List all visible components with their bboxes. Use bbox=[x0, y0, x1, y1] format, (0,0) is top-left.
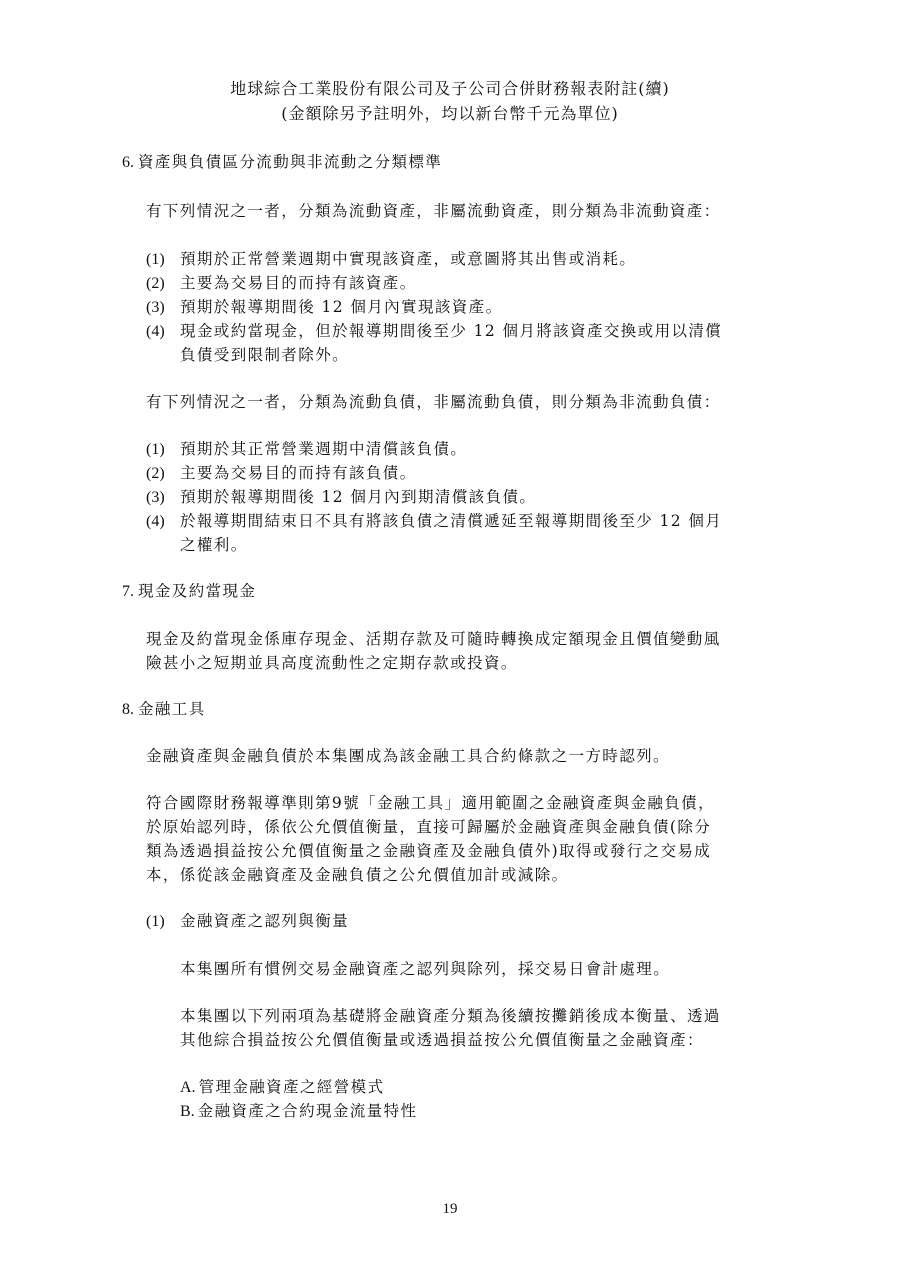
section-7-paragraph-line-2: 險甚小之短期並具高度流動性之定期存款或投資。 bbox=[146, 654, 518, 672]
assets-item-4: (4) 現金或約當現金，但於報導期間後至少 12 個月將該資產交換或用以清償 bbox=[146, 322, 723, 340]
section-6-liabilities-intro: 有下列情況之一者，分類為流動負債，非屬流動負債，則分類為非流動負債： bbox=[146, 393, 721, 411]
liabilities-item-4-continued: 之權利。 bbox=[180, 536, 248, 554]
subsection-1-paragraph-2-line-1: 本集團以下列兩項為基礎將金融資產分類為後續按攤銷後成本衡量、透過 bbox=[180, 1007, 721, 1025]
page-number: 19 bbox=[442, 1201, 458, 1217]
section-6-number: 6. bbox=[122, 154, 134, 171]
section-8-paragraph-2-line-2: 於原始認列時，係依公允價值衡量，直接可歸屬於金融資產與金融負債(除分 bbox=[146, 818, 712, 836]
liabilities-item-1: (1) 預期於其正常營業週期中清償該負債。 bbox=[146, 440, 468, 458]
subsection-1-item-b: B. 金融資產之合約現金流量特性 bbox=[180, 1102, 418, 1120]
section-7-heading bbox=[122, 579, 256, 601]
subsection-1-paragraph-1: 本集團所有慣例交易金融資產之認列與除列，採交易日會計處理。 bbox=[180, 960, 671, 978]
assets-item-1: (1) 預期於正常營業週期中實現該資產，或意圖將其出售或消耗。 bbox=[146, 250, 637, 268]
section-7-number: 7. bbox=[122, 583, 134, 600]
section-6-assets-intro: 有下列情況之一者，分類為流動資產，非屬流動資產，則分類為非流動資產： bbox=[146, 202, 721, 220]
document-header-subtitle: (金額除另予註明外，均以新台幣千元為單位) bbox=[281, 104, 619, 123]
subsection-1-heading bbox=[146, 909, 349, 931]
section-8-heading bbox=[122, 697, 206, 719]
section-7-paragraph-line-1: 現金及約當現金係庫存現金、活期存款及可隨時轉換成定額現金且價值變動風 bbox=[146, 630, 721, 648]
liabilities-item-2: (2) 主要為交易目的而持有該負債。 bbox=[146, 464, 417, 482]
subsection-1-label: (1) bbox=[146, 913, 165, 930]
section-7-title: 現金及約當現金 bbox=[138, 582, 257, 600]
section-8-title: 金融工具 bbox=[138, 700, 206, 718]
liabilities-item-4: (4) 於報導期間結束日不具有將該負債之清償遞延至報導期間後至少 12 個月 bbox=[146, 512, 723, 530]
section-8-paragraph-2-line-3: 類為透過損益按公允價值衡量之金融資產及金融負債外)取得或發行之交易成 bbox=[146, 842, 712, 860]
section-8-paragraph-2-line-1: 符合國際財務報導準則第9號「金融工具」適用範圍之金融資產與金融負債， bbox=[146, 794, 715, 812]
section-8-number: 8. bbox=[122, 701, 134, 718]
section-6-title: 資產與負債區分流動與非流動之分類標準 bbox=[138, 153, 443, 171]
liabilities-item-3: (3) 預期於報導期間後 12 個月內到期清償該負債。 bbox=[146, 488, 537, 506]
section-8-paragraph-2-line-4: 本，係從該金融資產及金融負債之公允價值加計或減除。 bbox=[146, 866, 569, 884]
assets-item-2: (2) 主要為交易目的而持有該資產。 bbox=[146, 274, 417, 292]
assets-item-3: (3) 預期於報導期間後 12 個月內實現該資產。 bbox=[146, 298, 503, 316]
assets-item-4-continued: 負債受到限制者除外。 bbox=[180, 346, 350, 364]
subsection-1-title: 金融資產之認列與衡量 bbox=[180, 912, 350, 930]
document-header-title: 地球綜合工業股份有限公司及子公司合併財務報表附註(續) bbox=[230, 79, 670, 98]
section-8-paragraph-1: 金融資產與金融負債於本集團成為該金融工具合約條款之一方時認列。 bbox=[146, 747, 670, 765]
section-6-heading bbox=[122, 150, 442, 172]
subsection-1-paragraph-2-line-2: 其他綜合損益按公允價值衡量或透過損益按公允價值衡量之金融資產： bbox=[180, 1031, 704, 1049]
subsection-1-item-a: A. 管理金融資產之經營模式 bbox=[180, 1078, 385, 1096]
